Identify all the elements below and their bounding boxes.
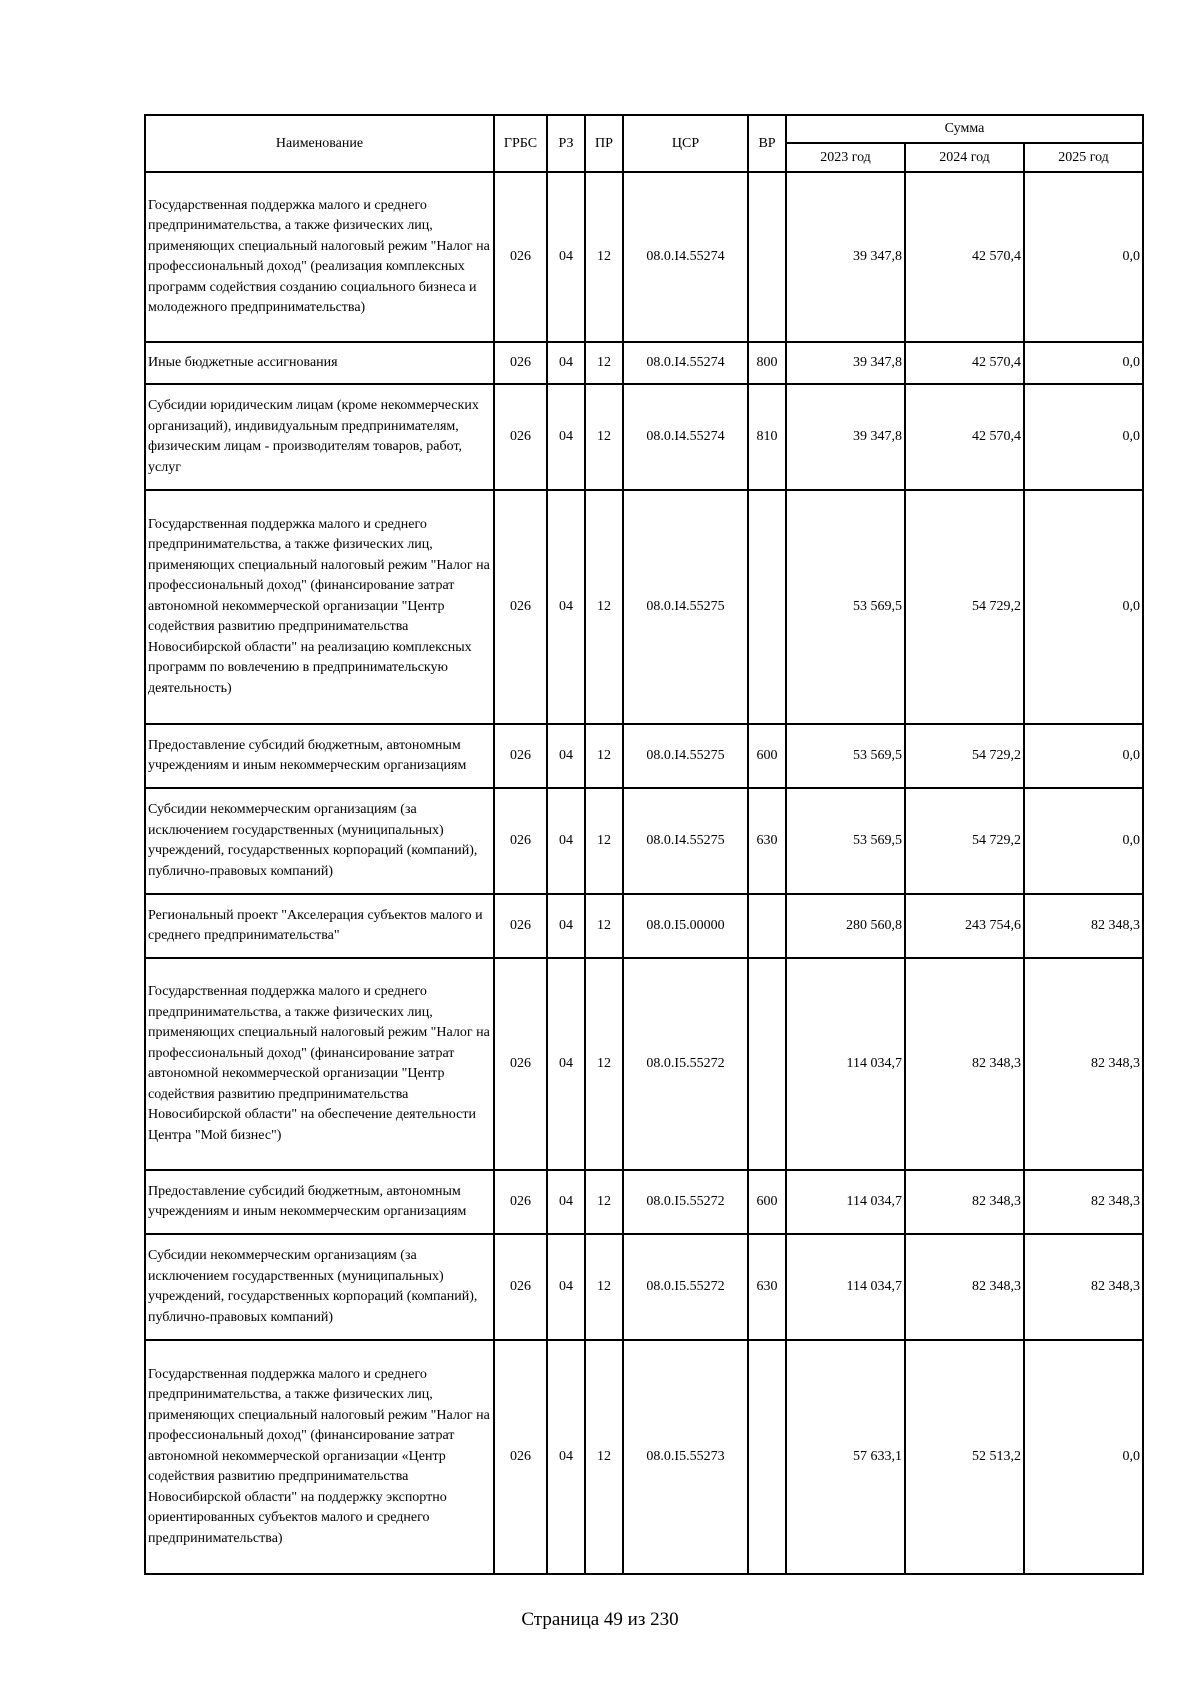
cell-rz: 04 [547,342,585,384]
table-row [145,342,1143,384]
cell-name: Иные бюджетные ассигнования [145,342,494,384]
col-header-sum: Сумма [786,115,1143,143]
cell-grbs: 026 [494,172,547,342]
cell-y2024: 54 729,2 [905,788,1024,894]
table-row [145,490,1143,724]
cell-name: Государственная поддержка малого и среднего предпринимательства, а также физических лиц, применяющих специальный налоговый режим "Налог на профессиональный доход" (финансирование затрат автономной некоммерческой организации "Центр содействия развитию предпринимательства Новосибирской области" на обеспечение деятельности Центра "Мой бизнес") [145,958,494,1170]
cell-csr: 08.0.I5.55273 [623,1340,748,1574]
cell-vr: 630 [748,788,786,894]
col-header-2025: 2025 год [1024,143,1143,172]
cell-y2023: 53 569,5 [786,490,905,724]
cell-vr [748,490,786,724]
cell-y2025: 0,0 [1024,490,1143,724]
cell-pr: 12 [585,1170,623,1234]
cell-y2023: 114 034,7 [786,958,905,1170]
cell-rz: 04 [547,490,585,724]
cell-grbs: 026 [494,342,547,384]
cell-y2023: 114 034,7 [786,1234,905,1340]
cell-rz: 04 [547,1340,585,1574]
cell-y2024: 42 570,4 [905,342,1024,384]
cell-name: Государственная поддержка малого и среднего предпринимательства, а также физических лиц, применяющих специальный налоговый режим "Налог на профессиональный доход" (финансирование затрат автономной некоммерческой организации «Центр содействия развитию предпринимательства Новосибирской области" на поддержку экспортно ориентированных субъектов малого и среднего предпринимательства) [145,1340,494,1574]
cell-grbs: 026 [494,1340,547,1574]
cell-y2025: 82 348,3 [1024,894,1143,958]
cell-name: Субсидии юридическим лицам (кроме некоммерческих организаций), индивидуальным предпринимателям, физическим лицам - производителям товаров, работ, услуг [145,384,494,490]
cell-y2024: 82 348,3 [905,1234,1024,1340]
cell-y2023: 39 347,8 [786,342,905,384]
cell-pr: 12 [585,172,623,342]
cell-y2025: 82 348,3 [1024,958,1143,1170]
cell-vr [748,1340,786,1574]
cell-y2023: 53 569,5 [786,724,905,788]
cell-name: Субсидии некоммерческим организациям (за исключением государственных (муниципальных) учреждений, государственных корпораций (компаний), публично-правовых компаний) [145,788,494,894]
cell-rz: 04 [547,384,585,490]
cell-name: Государственная поддержка малого и среднего предпринимательства, а также физических лиц, применяющих специальный налоговый режим "Налог на профессиональный доход" (финансирование затрат автономной некоммерческой организации "Центр содействия развитию предпринимательства Новосибирской области" на реализацию комплексных программ по вовлечению в предпринимательскую деятельность) [145,490,494,724]
cell-y2023: 53 569,5 [786,788,905,894]
cell-csr: 08.0.I4.55275 [623,724,748,788]
cell-y2023: 280 560,8 [786,894,905,958]
col-header-2024: 2024 год [905,143,1024,172]
cell-y2024: 54 729,2 [905,490,1024,724]
cell-vr: 600 [748,724,786,788]
cell-y2024: 42 570,4 [905,384,1024,490]
col-header-csr: ЦСР [623,115,748,172]
cell-y2025: 82 348,3 [1024,1170,1143,1234]
cell-pr: 12 [585,958,623,1170]
cell-rz: 04 [547,788,585,894]
col-header-pr: ПР [585,115,623,172]
table-row [145,1340,1143,1574]
table-row [145,724,1143,788]
cell-pr: 12 [585,724,623,788]
cell-rz: 04 [547,724,585,788]
col-header-name: Наименование [145,115,494,172]
cell-csr: 08.0.I4.55274 [623,384,748,490]
cell-name: Региональный проект "Акселерация субъектов малого и среднего предпринимательства" [145,894,494,958]
cell-y2025: 82 348,3 [1024,1234,1143,1340]
cell-grbs: 026 [494,490,547,724]
cell-grbs: 026 [494,384,547,490]
cell-grbs: 026 [494,788,547,894]
table-row [145,958,1143,1170]
cell-grbs: 026 [494,1234,547,1340]
cell-pr: 12 [585,342,623,384]
cell-pr: 12 [585,490,623,724]
cell-y2025: 0,0 [1024,724,1143,788]
table-row [145,1234,1143,1340]
cell-y2025: 0,0 [1024,172,1143,342]
col-header-2023: 2023 год [786,143,905,172]
cell-grbs: 026 [494,724,547,788]
cell-y2024: 82 348,3 [905,958,1024,1170]
cell-csr: 08.0.I5.55272 [623,1170,748,1234]
cell-grbs: 026 [494,894,547,958]
cell-vr: 600 [748,1170,786,1234]
table-body [145,172,1143,1574]
cell-csr: 08.0.I4.55275 [623,490,748,724]
table-row [145,788,1143,894]
cell-y2025: 0,0 [1024,1340,1143,1574]
table-row [145,1170,1143,1234]
cell-csr: 08.0.I5.55272 [623,958,748,1170]
cell-csr: 08.0.I5.55272 [623,1234,748,1340]
cell-csr: 08.0.I4.55274 [623,342,748,384]
cell-csr: 08.0.I5.00000 [623,894,748,958]
table-row [145,384,1143,490]
cell-pr: 12 [585,1234,623,1340]
cell-vr [748,172,786,342]
cell-vr: 630 [748,1234,786,1340]
col-header-rz: РЗ [547,115,585,172]
col-header-grbs: ГРБС [494,115,547,172]
cell-rz: 04 [547,172,585,342]
cell-vr: 800 [748,342,786,384]
cell-csr: 08.0.I4.55275 [623,788,748,894]
cell-csr: 08.0.I4.55274 [623,172,748,342]
cell-rz: 04 [547,958,585,1170]
cell-pr: 12 [585,788,623,894]
page-number: Страница 49 из 230 [521,1609,679,1630]
cell-name: Субсидии некоммерческим организациям (за исключением государственных (муниципальных) учреждений, государственных корпораций (компаний), публично-правовых компаний) [145,1234,494,1340]
cell-y2024: 52 513,2 [905,1340,1024,1574]
cell-vr: 810 [748,384,786,490]
cell-rz: 04 [547,1170,585,1234]
cell-pr: 12 [585,894,623,958]
table-row [145,172,1143,342]
cell-y2025: 0,0 [1024,788,1143,894]
cell-name: Предоставление субсидий бюджетным, автономным учреждениям и иным некоммерческим организациям [145,724,494,788]
cell-grbs: 026 [494,1170,547,1234]
cell-name: Предоставление субсидий бюджетным, автономным учреждениям и иным некоммерческим организациям [145,1170,494,1234]
cell-y2024: 54 729,2 [905,724,1024,788]
cell-vr [748,958,786,1170]
cell-y2023: 57 633,1 [786,1340,905,1574]
table-row [145,894,1143,958]
cell-pr: 12 [585,384,623,490]
cell-y2024: 42 570,4 [905,172,1024,342]
cell-y2023: 114 034,7 [786,1170,905,1234]
cell-pr: 12 [585,1340,623,1574]
cell-name: Государственная поддержка малого и среднего предпринимательства, а также физических лиц, применяющих специальный налоговый режим "Налог на профессиональный доход" (реализация комплексных программ содействия созданию социального бизнеса и молодежного предпринимательства) [145,172,494,342]
budget-table [144,114,1144,1575]
cell-vr [748,894,786,958]
col-header-vr: ВР [748,115,786,172]
cell-y2024: 82 348,3 [905,1170,1024,1234]
cell-y2025: 0,0 [1024,384,1143,490]
cell-rz: 04 [547,894,585,958]
cell-y2023: 39 347,8 [786,384,905,490]
cell-y2025: 0,0 [1024,342,1143,384]
cell-y2024: 243 754,6 [905,894,1024,958]
cell-y2023: 39 347,8 [786,172,905,342]
cell-grbs: 026 [494,958,547,1170]
cell-rz: 04 [547,1234,585,1340]
